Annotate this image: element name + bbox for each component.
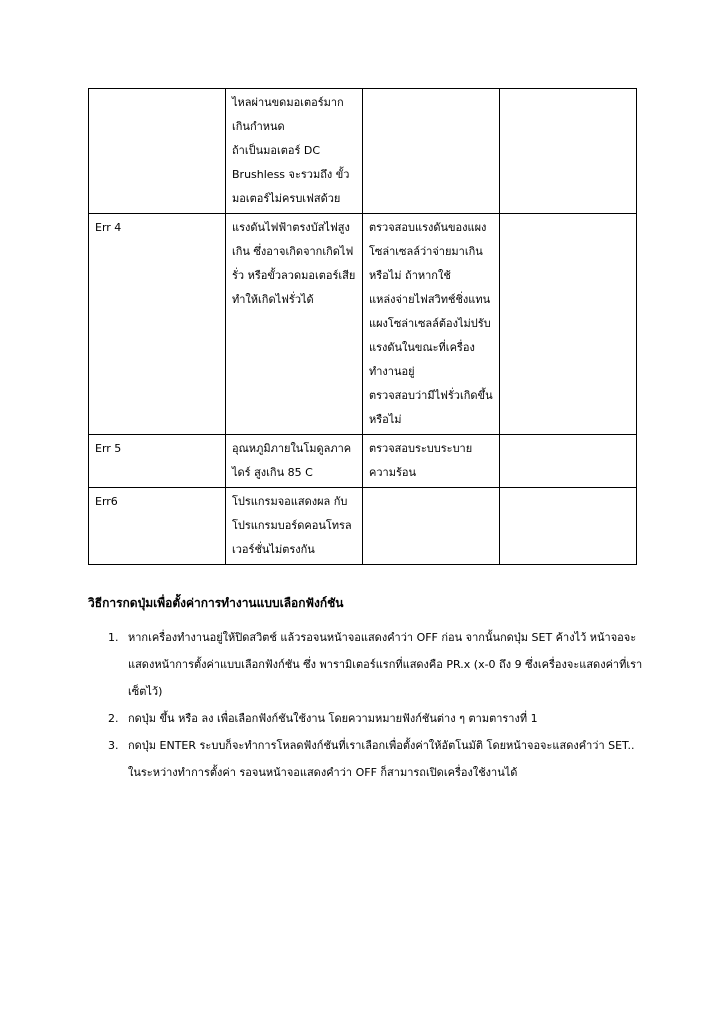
list-item	[88, 624, 648, 705]
fix-cell	[363, 89, 500, 214]
fix-cell: ตรวจสอบแรงดันของแผง โซล่าเซลล์ว่าจ่ายมาเกิน หรือไม่ ถ้าหากใช้ แหล่งจ่ายไฟสวิทช์ชิ่งแทน แผงโซล่าเซลล์ต้องไม่ปรับ แรงดันในขณะที่เครื่อง ทำงานอยู่ ตรวจสอบว่ามีไฟรั่วเกิดขึ้น หรือไม่	[363, 214, 500, 435]
cause-cell: โปรแกรมจอแสดงผล กับ โปรแกรมบอร์ดคอนโทรล เวอร์ชั่นไม่ตรงกัน	[226, 488, 363, 565]
list-item	[88, 732, 648, 786]
error-code-table	[88, 88, 637, 565]
fix-cell	[363, 488, 500, 565]
step-number: 2.	[108, 712, 119, 725]
step-line: กดปุ่ม ENTER ระบบก็จะทำการโหลดฟังก์ชันที่เราเลือกเพื่อตั้งค่าให้อัตโนมัติ โดยหน้าจอจะแสดงคำว่า SET..	[128, 739, 635, 752]
step-line: เซ็ตไว้)	[128, 685, 163, 698]
cause-cell: อุณหภูมิภายในโมดูลภาค ไดร์ สูงเกิน 85 C	[226, 435, 363, 488]
cause-cell: ไหลผ่านขดมอเตอร์มาก เกินกำหนด ถ้าเป็นมอเตอร์ DC Brushless จะรวมถึง ขั้ว มอเตอร์ไม่ครบเฟสด้วย	[226, 89, 363, 214]
error-code-cell: Err 5	[89, 435, 226, 488]
step-line: หากเครื่องทำงานอยู่ให้ปิดสวิตช์ แล้วรอจนหน้าจอแสดงคำว่า OFF ก่อน จากนั้นกดปุ่ม SET ค้างไว้ หน้าจอจะ	[128, 631, 637, 644]
step-number: 3.	[108, 739, 119, 752]
instruction-steps	[88, 624, 648, 786]
section-heading: วิธีการกดปุ่มเพื่อตั้งค่าการทำงานแบบเลือกฟังก์ชัน	[88, 596, 344, 610]
note-cell	[500, 488, 637, 565]
table-row	[89, 435, 637, 488]
table-row	[89, 89, 637, 214]
note-cell	[500, 214, 637, 435]
step-number: 1.	[108, 631, 119, 644]
note-cell	[500, 89, 637, 214]
step-line: แสดงหน้าการตั้งค่าแบบเลือกฟังก์ชัน ซึ่ง พารามิเตอร์แรกที่แสดงคือ PR.x (x-0 ถึง 9 ซึ่งเครื่องจะแสดงค่าที่เรา	[128, 658, 643, 671]
error-code-cell: Err6	[89, 488, 226, 565]
note-cell	[500, 435, 637, 488]
fix-cell: ตรวจสอบระบบระบาย ความร้อน	[363, 435, 500, 488]
table-row	[89, 488, 637, 565]
error-code-cell: Err 4	[89, 214, 226, 435]
list-item	[88, 705, 648, 732]
table-row	[89, 214, 637, 435]
step-line: กดปุ่ม ขึ้น หรือ ลง เพื่อเลือกฟังก์ชันใช้งาน โดยความหมายฟังก์ชันต่าง ๆ ตามตารางที่ 1	[128, 712, 538, 725]
step-line: ในระหว่างทำการตั้งค่า รอจนหน้าจอแสดงคำว่า OFF ก็สามารถเปิดเครื่องใช้งานได้	[128, 766, 518, 779]
error-code-cell	[89, 89, 226, 214]
cause-cell: แรงดันไฟฟ้าตรงบัสไฟสูง เกิน ซึ่งอาจเกิดจากเกิดไฟ รั่ว หรือขั้วลวดมอเตอร์เสีย ทำให้เกิดไฟรั่วได้	[226, 214, 363, 435]
